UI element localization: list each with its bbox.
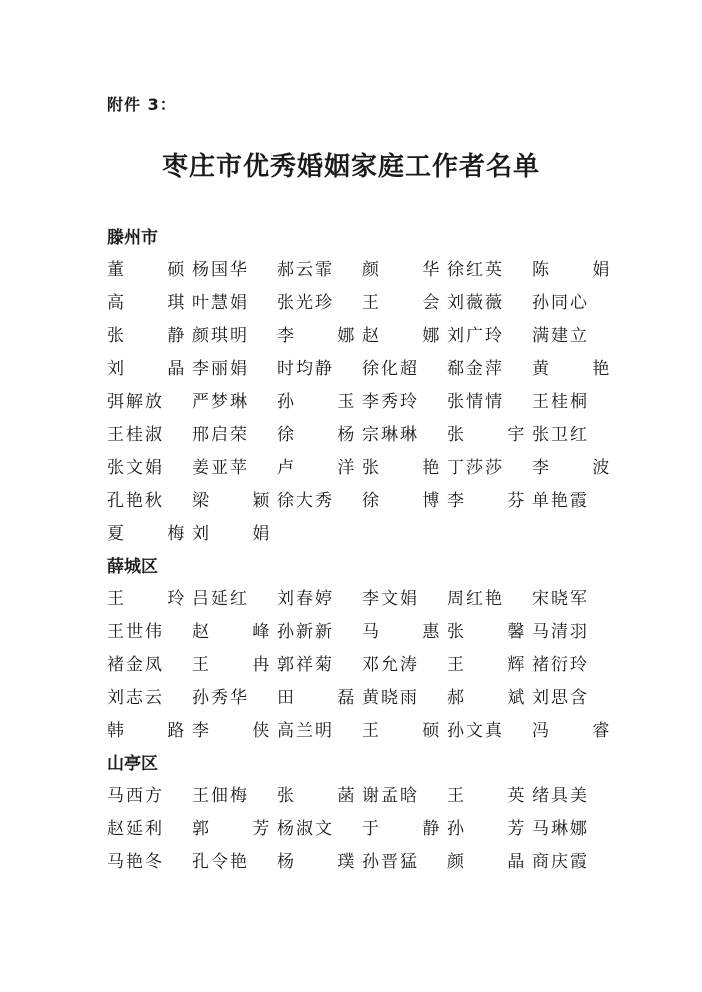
person-name: 商庆霞 (532, 852, 589, 872)
section-xuecheng (107, 551, 629, 748)
person-name: 王 英 (447, 786, 544, 806)
person-name: 王佃梅 (192, 786, 249, 806)
person-name: 徐红英 (447, 260, 504, 280)
section-heading: 山亭区 (107, 754, 158, 774)
person-name: 张 静 (107, 326, 204, 346)
person-name: 冯 睿 (532, 721, 629, 741)
person-name: 徐 杨 (277, 425, 374, 445)
person-name: 谢孟晗 (362, 786, 419, 806)
person-name: 高 琪 (107, 293, 204, 313)
person-name: 陈 娟 (532, 260, 629, 280)
person-name: 张光珍 (277, 293, 334, 313)
person-name: 杨淑文 (277, 819, 334, 839)
person-name: 弭解放 (107, 392, 164, 412)
person-name: 李 侠 (192, 721, 289, 741)
person-name: 王 会 (362, 293, 459, 313)
person-name: 绪具美 (532, 786, 589, 806)
person-name: 郭祥菊 (277, 655, 334, 675)
person-name: 卢 洋 (277, 458, 374, 478)
person-name: 丁莎莎 (447, 458, 504, 478)
person-name: 褚衍玲 (532, 655, 589, 675)
person-name: 高兰明 (277, 721, 334, 741)
person-name: 王桂淑 (107, 425, 164, 445)
person-name: 徐 博 (362, 491, 459, 511)
person-name: 张卫红 (532, 425, 589, 445)
person-name: 黄晓雨 (362, 688, 419, 708)
section-heading: 薛城区 (107, 557, 158, 577)
person-name: 孔艳秋 (107, 491, 164, 511)
person-name: 孙同心 (532, 293, 589, 313)
section-tengzhou (107, 222, 629, 551)
person-name: 孙新新 (277, 622, 334, 642)
person-name: 郝云霏 (277, 260, 334, 280)
person-name: 梁 颖 (192, 491, 289, 511)
person-name: 刘春婷 (277, 589, 334, 609)
person-name: 刘广玲 (447, 326, 504, 346)
person-name: 黄 艳 (532, 359, 629, 379)
person-name: 夏 梅 (107, 524, 204, 544)
person-name: 张 菡 (277, 786, 374, 806)
person-name: 马西方 (107, 786, 164, 806)
person-name: 叶慧娟 (192, 293, 249, 313)
person-name: 孙 玉 (277, 392, 374, 412)
person-name: 刘 晶 (107, 359, 204, 379)
attachment-label: 附件 3： (107, 95, 177, 114)
person-name: 孙 芳 (447, 819, 544, 839)
document-title: 枣庄市优秀婚姻家庭工作者名单 (161, 152, 540, 182)
person-name: 姜亚苹 (192, 458, 249, 478)
person-name: 孙晋猛 (362, 852, 419, 872)
person-name: 李丽娟 (192, 359, 249, 379)
person-name: 郭 芳 (192, 819, 289, 839)
person-name: 韩 路 (107, 721, 204, 741)
person-name: 时均静 (277, 359, 334, 379)
section-heading: 滕州市 (107, 228, 158, 248)
person-name: 吕延红 (192, 589, 249, 609)
person-name: 赵 娜 (362, 326, 459, 346)
person-name: 满建立 (532, 326, 589, 346)
name-grid (107, 780, 607, 879)
person-name: 于 静 (362, 819, 459, 839)
person-name: 郗金萍 (447, 359, 504, 379)
person-name: 马 惠 (362, 622, 459, 642)
name-list (107, 222, 629, 879)
section-shanting (107, 748, 607, 879)
person-name: 宋晓军 (532, 589, 589, 609)
person-name: 宗琳琳 (362, 425, 419, 445)
person-name: 严梦琳 (192, 392, 249, 412)
person-name: 赵 峰 (192, 622, 289, 642)
person-name: 孔令艳 (192, 852, 249, 872)
person-name: 周红艳 (447, 589, 504, 609)
person-name: 马琳娜 (532, 819, 589, 839)
person-name: 邓允涛 (362, 655, 419, 675)
person-name: 王 玲 (107, 589, 204, 609)
person-name: 张 宇 (447, 425, 544, 445)
person-name: 张情情 (447, 392, 504, 412)
person-name: 王桂桐 (532, 392, 589, 412)
person-name: 田 磊 (277, 688, 374, 708)
person-name: 李文娟 (362, 589, 419, 609)
person-name: 徐化超 (362, 359, 419, 379)
person-name: 颜琪明 (192, 326, 249, 346)
person-name: 李 芬 (447, 491, 544, 511)
person-name: 李 波 (532, 458, 629, 478)
person-name: 杨 璞 (277, 852, 374, 872)
person-name: 颜 晶 (447, 852, 544, 872)
person-name: 杨国华 (192, 260, 249, 280)
person-name: 颜 华 (362, 260, 459, 280)
person-name: 王 冉 (192, 655, 289, 675)
name-grid (107, 254, 629, 551)
person-name: 郝 斌 (447, 688, 544, 708)
person-name: 李秀玲 (362, 392, 419, 412)
person-name: 王世伟 (107, 622, 164, 642)
person-name: 孙秀华 (192, 688, 249, 708)
person-name: 王 硕 (362, 721, 459, 741)
name-grid (107, 583, 629, 748)
person-name: 马清羽 (532, 622, 589, 642)
person-name: 孙文真 (447, 721, 504, 741)
person-name: 刘志云 (107, 688, 164, 708)
person-name: 张 艳 (362, 458, 459, 478)
person-name: 赵延利 (107, 819, 164, 839)
person-name: 徐大秀 (277, 491, 334, 511)
person-name: 单艳霞 (532, 491, 589, 511)
person-name: 王 辉 (447, 655, 544, 675)
person-name: 张文娟 (107, 458, 164, 478)
person-name: 董 硕 (107, 260, 204, 280)
person-name: 刘薇薇 (447, 293, 504, 313)
person-name: 刘思含 (532, 688, 589, 708)
person-name: 马艳冬 (107, 852, 164, 872)
person-name: 张 馨 (447, 622, 544, 642)
person-name: 刘 娟 (192, 524, 289, 544)
person-name: 褚金凤 (107, 655, 164, 675)
person-name: 邢启荣 (192, 425, 249, 445)
person-name: 李 娜 (277, 326, 374, 346)
